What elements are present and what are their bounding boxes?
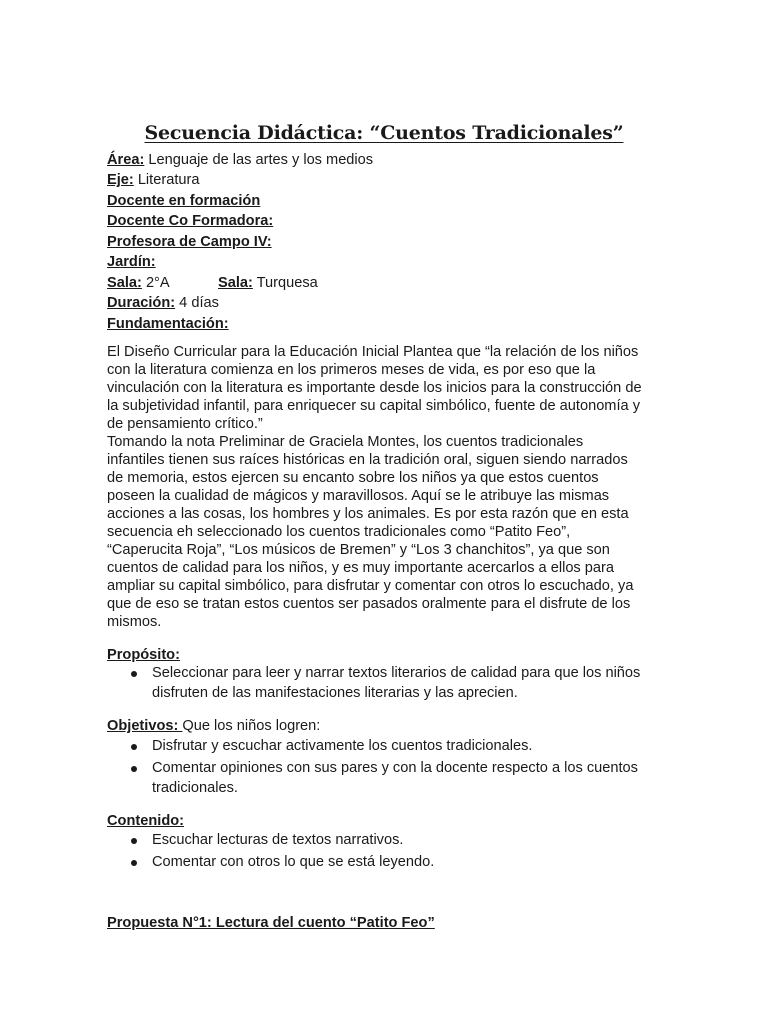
eje-value: Literatura [133,172,200,188]
paragraph-line: poseen la cualidad de mágicos y maravillosos. Aquí se le atribuye las mismas [107,488,610,504]
paragraph-line: secuencia eh seleccionado los cuentos tradicionales como “Patito Feo”, [107,524,571,540]
paragraph-line: “Caperucita Roja”, “Los músicos de Bremen” y “Los 3 chanchitos”, ya que son [107,542,610,558]
paragraph-line: infantiles tienen sus raíces históricas en la tradición oral, siguen siendo narrados [107,452,628,468]
objetivos-line [107,716,320,736]
fundamentacion-label: Fundamentación: [107,316,229,332]
sala1-label: Sala: [107,275,142,291]
proposito-item-line: Seleccionar para leer y narrar textos literarios de calidad para que los niños [152,665,641,681]
docente-label: Docente en formación [107,193,261,209]
sala2-value: Turquesa [252,275,318,291]
document-title: Secuencia Didáctica: “Cuentos Tradicionales” [144,122,624,144]
objetivos-item-line: Disfrutar y escuchar activamente los cuentos tradicionales. [152,738,533,754]
sala-line-2 [218,273,318,293]
bullet-dot [131,744,137,750]
paragraph-line: que de eso se tratan estos cuentos ser pasados oralmente para el disfrute de los [107,596,631,612]
contenido-item-line: Comentar con otros lo que se está leyendo. [152,854,435,870]
area-label: Área: [107,152,145,168]
duracion-value: 4 días [175,295,219,311]
proposito-item-line: disfruten de las manifestaciones literarias y las aprecien. [152,685,518,701]
bullet-dot [131,860,137,866]
duracion-line [107,293,219,313]
sala-line-1 [107,273,170,293]
contenido-line [107,811,184,831]
paragraph-line: acciones a las cosas, los hombres y los animales. Es por esta razón que en esta [107,506,629,522]
propuesta-line [107,913,435,933]
eje-label: Eje: [107,172,134,188]
propuesta-heading: Propuesta N°1: Lectura del cuento “Patito Feo” [107,915,435,931]
coformadora-label: Docente Co Formadora: [107,213,274,229]
proposito-line [107,645,180,665]
paragraph-line: de pensamiento crítico.” [107,416,263,432]
duracion-label: Duración: [107,295,176,311]
sala1-value: 2°A [141,275,170,291]
paragraph-line: El Diseño Curricular para la Educación Inicial Plantea que “la relación de los niños [107,344,639,360]
profesora-label: Profesora de Campo IV: [107,234,272,250]
contenido-label: Contenido: [107,813,185,829]
sala2-label: Sala: [218,275,253,291]
paragraph-line: mismos. [107,614,162,630]
objetivos-item-line: tradicionales. [152,780,238,796]
contenido-item-line: Escuchar lecturas de textos narrativos. [152,832,404,848]
docente-line [107,191,260,211]
profesora-line [107,232,272,252]
paragraph-line: cuentos de calidad para los niños, y es muy importante acercarlos a ellos para [107,560,614,576]
eje-line [107,170,199,190]
jardin-label: Jardín: [107,254,156,270]
paragraph-line: la subjetividad infantil, para enriquecer su capital simbólico, fuente de autonomía y [107,398,640,414]
paragraph-line: ampliar su capital simbólico, para disfrutar y comentar con otros lo escuchado, ya [107,578,634,594]
paragraph-line: Tomando la nota Preliminar de Graciela Montes, los cuentos tradicionales [107,434,584,450]
jardin-line [107,252,156,272]
bullet-dot [131,766,137,772]
objetivos-label: Objetivos: [107,718,183,734]
objetivos-intro: Que los niños logren: [182,718,321,734]
area-value: Lenguaje de las artes y los medios [144,152,374,168]
bullet-dot [131,838,137,844]
bullet-dot [131,671,137,677]
objetivos-item-line: Comentar opiniones con sus pares y con la docente respecto a los cuentos [152,760,638,776]
paragraph-line: de memoria, estos ejercen su encanto sobre los niños ya que estos cuentos [107,470,599,486]
fundamentacion-paragraph [107,343,667,631]
coformadora-line [107,211,273,231]
proposito-label: Propósito: [107,647,180,663]
paragraph-line: vinculación con la literatura es importante desde los inicios para la construcción de [107,380,642,396]
fundamentacion-line [107,314,229,334]
paragraph-line: con la literatura comienza en los primeros meses de vida, es por eso que la [107,362,596,378]
area-line [107,150,373,170]
